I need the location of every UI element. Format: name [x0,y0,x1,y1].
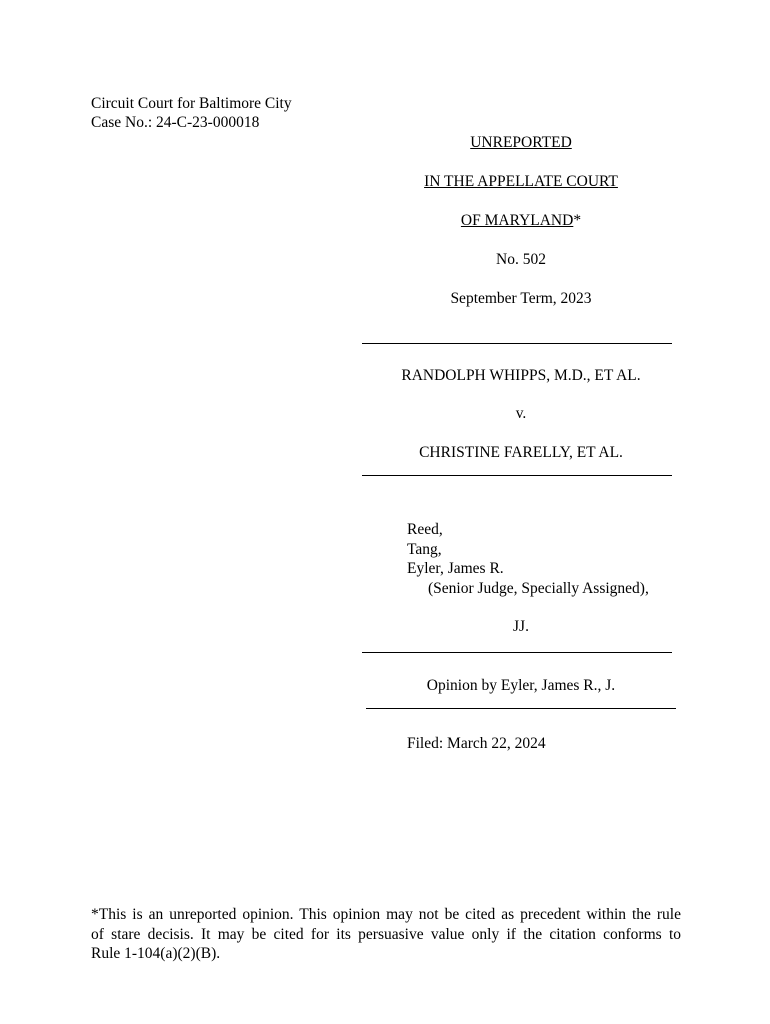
appellee: CHRISTINE FARELLY, ET AL. [419,444,623,461]
lower-court-info [91,94,292,132]
judge-name: Reed, [407,521,443,538]
judge-name: Tang, [407,540,442,558]
footnote-marker: * [573,212,582,229]
unreported-text: UNREPORTED [470,134,572,151]
opinion-author: Opinion by Eyler, James R., J. [426,677,616,694]
panel-judges [407,520,649,598]
judges-suffix: JJ. [513,618,529,635]
judge-name: Eyler, James R. [407,560,504,577]
footnote-line: of stare decisis. It may be cited for its persuasive value only if the citation conforms to [91,925,681,943]
versus: v. [515,405,527,422]
divider-3 [362,652,672,653]
court-title-line2-text: OF MARYLAND [460,212,574,229]
appellant: RANDOLPH WHIPPS, M.D., ET AL. [401,367,641,384]
divider-4 [366,708,676,709]
filed-date: Filed: March 22, 2024 [407,735,546,752]
judge-note: (Senior Judge, Specially Assigned), [428,579,649,597]
footnote-line: *This is an unreported opinion. This opinion may not be cited as precedent within the rule [91,906,681,923]
footnote-line: Rule 1-104(a)(2)(B). [91,945,221,962]
divider-2 [362,475,672,476]
unreported-label [361,133,681,152]
case-number: Case No.: 24-C-23-000018 [91,114,260,131]
lower-court-name: Circuit Court for Baltimore City [91,95,292,112]
term: September Term, 2023 [450,290,592,307]
court-title-line1-text: IN THE APPELLATE COURT [424,173,618,190]
court-title-line2 [361,211,681,230]
court-title-line1 [361,172,681,191]
docket-number: No. 502 [496,251,546,268]
footnote [91,905,681,964]
divider-1 [362,343,672,344]
